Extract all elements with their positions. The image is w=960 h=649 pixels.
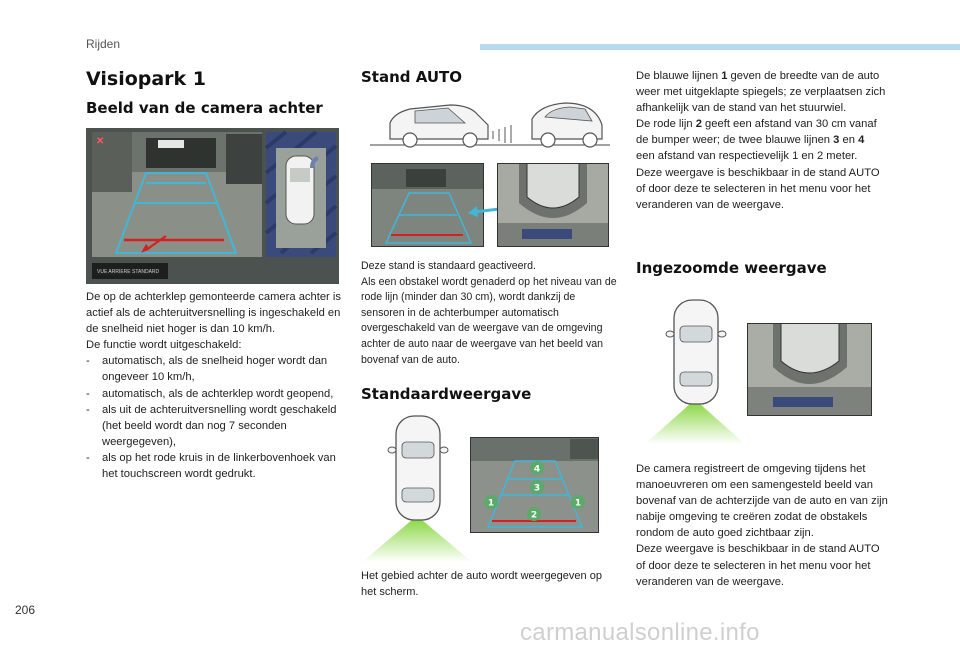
text: een afstand van respectievelijk 1 en 2 meter. [636, 150, 858, 163]
list-item: - automatisch, als de snelheid hoger wordt dan ongeveer 10 km/h, [86, 353, 346, 385]
standard-view-screen [470, 437, 599, 533]
paragraph: De camera registreert de omgeving tijdens het manoeuvreren om een samengesteld beeld van bovenaf van de achterzijde van de auto en van zijn nabije omgeving te creëren zodat de obstakels rondom de auto goed zichtbaar zijn. [636, 463, 888, 540]
guide-lines-description [636, 68, 886, 213]
ref-4: 4 [858, 134, 865, 147]
badge-1-left: 1 [487, 498, 495, 509]
text: De rode lijn [636, 118, 696, 131]
paragraph: De op de achterklep gemonteerde camera achter is actief als de achteruitversnelling is ingeschakeld en de snelheid niet hoger is dan 10 km/h. [86, 291, 341, 336]
section-heading-zoomed: Ingezoomde weergave [636, 259, 827, 277]
section-heading-camera: Beeld van de camera achter [86, 99, 323, 117]
camera-view-label: VUE ARRIERE STANDARD [97, 269, 160, 275]
svg-text:✕: ✕ [96, 136, 105, 147]
car-top-view-zoomed-illustration [640, 296, 750, 446]
text: en [839, 134, 859, 147]
ref-2: 2 [695, 118, 702, 131]
page-number: 206 [15, 603, 36, 617]
text: De blauwe lijnen [636, 70, 722, 82]
standard-view-description: Het gebied achter de auto wordt weergegeven op het scherm. [361, 570, 602, 598]
badge-2: 2 [530, 510, 538, 521]
badge-1-right: 1 [574, 498, 582, 509]
list-item: - als op het rode kruis in de linkerbovenhoek van het touchscreen wordt gedrukt. [86, 450, 346, 482]
ref-3: 3 [833, 134, 840, 147]
paragraph: Deze stand is standaard geactiveerd. [361, 260, 536, 272]
car-top-view-illustration [362, 412, 470, 562]
paragraph: De functie wordt uitgeschakeld: [86, 339, 242, 352]
ref-1: 1 [721, 70, 728, 82]
car-reversing-illustration [370, 95, 610, 150]
badge-4: 4 [533, 464, 541, 475]
text: geven de breedte van de auto weer met uitgeklapte spiegels; ze verplaatsen zich afhankelijk van de stand van het stuurwiel. [636, 70, 886, 115]
section-heading-auto: Stand AUTO [361, 68, 463, 86]
paragraph: Deze weergave is beschikbaar in de stand AUTO of door deze te selecteren in het menu voor het veranderen van de weergave. [636, 166, 880, 211]
page-title: Visiopark 1 [86, 68, 207, 90]
list-item: - als uit de achteruitversnelling wordt geschakeld (het beeld wordt dan nog 7 seconden weergegeven), [86, 402, 346, 450]
auto-description [361, 259, 619, 368]
zoomed-view-screen [747, 323, 872, 416]
paragraph [636, 116, 886, 164]
header-bar [480, 44, 960, 50]
rear-camera-image [86, 128, 339, 284]
paragraph [636, 68, 886, 116]
section-heading-standard: Standaardweergave [361, 385, 532, 403]
badge-3: 3 [533, 483, 541, 494]
text: geeft een afstand van 30 cm vanaf de bumper weer; de twee blauwe lijnen [636, 118, 877, 147]
top-view-screen [497, 163, 609, 247]
paragraph: Deze weergave is beschikbaar in de stand AUTO of door deze te selecteren in het menu voor het veranderen van de weergave. [636, 543, 880, 588]
section-title: Rijden [86, 37, 121, 51]
watermark: carmanualsonline.info [520, 619, 760, 646]
zoomed-view-description [636, 461, 888, 590]
paragraph: Als een obstakel wordt genaderd op het niveau van de rode lijn (minder dan 30 cm), wordt dankzij de sensoren in de achterbumper automatisch overgeschakeld van de weergave van de omgeving achter de auto naar de weergave van het beeld van bovenaf van de auto. [361, 275, 617, 366]
list-item: - automatisch, als de achterklep wordt geopend, [86, 386, 346, 402]
camera-description [86, 289, 346, 482]
